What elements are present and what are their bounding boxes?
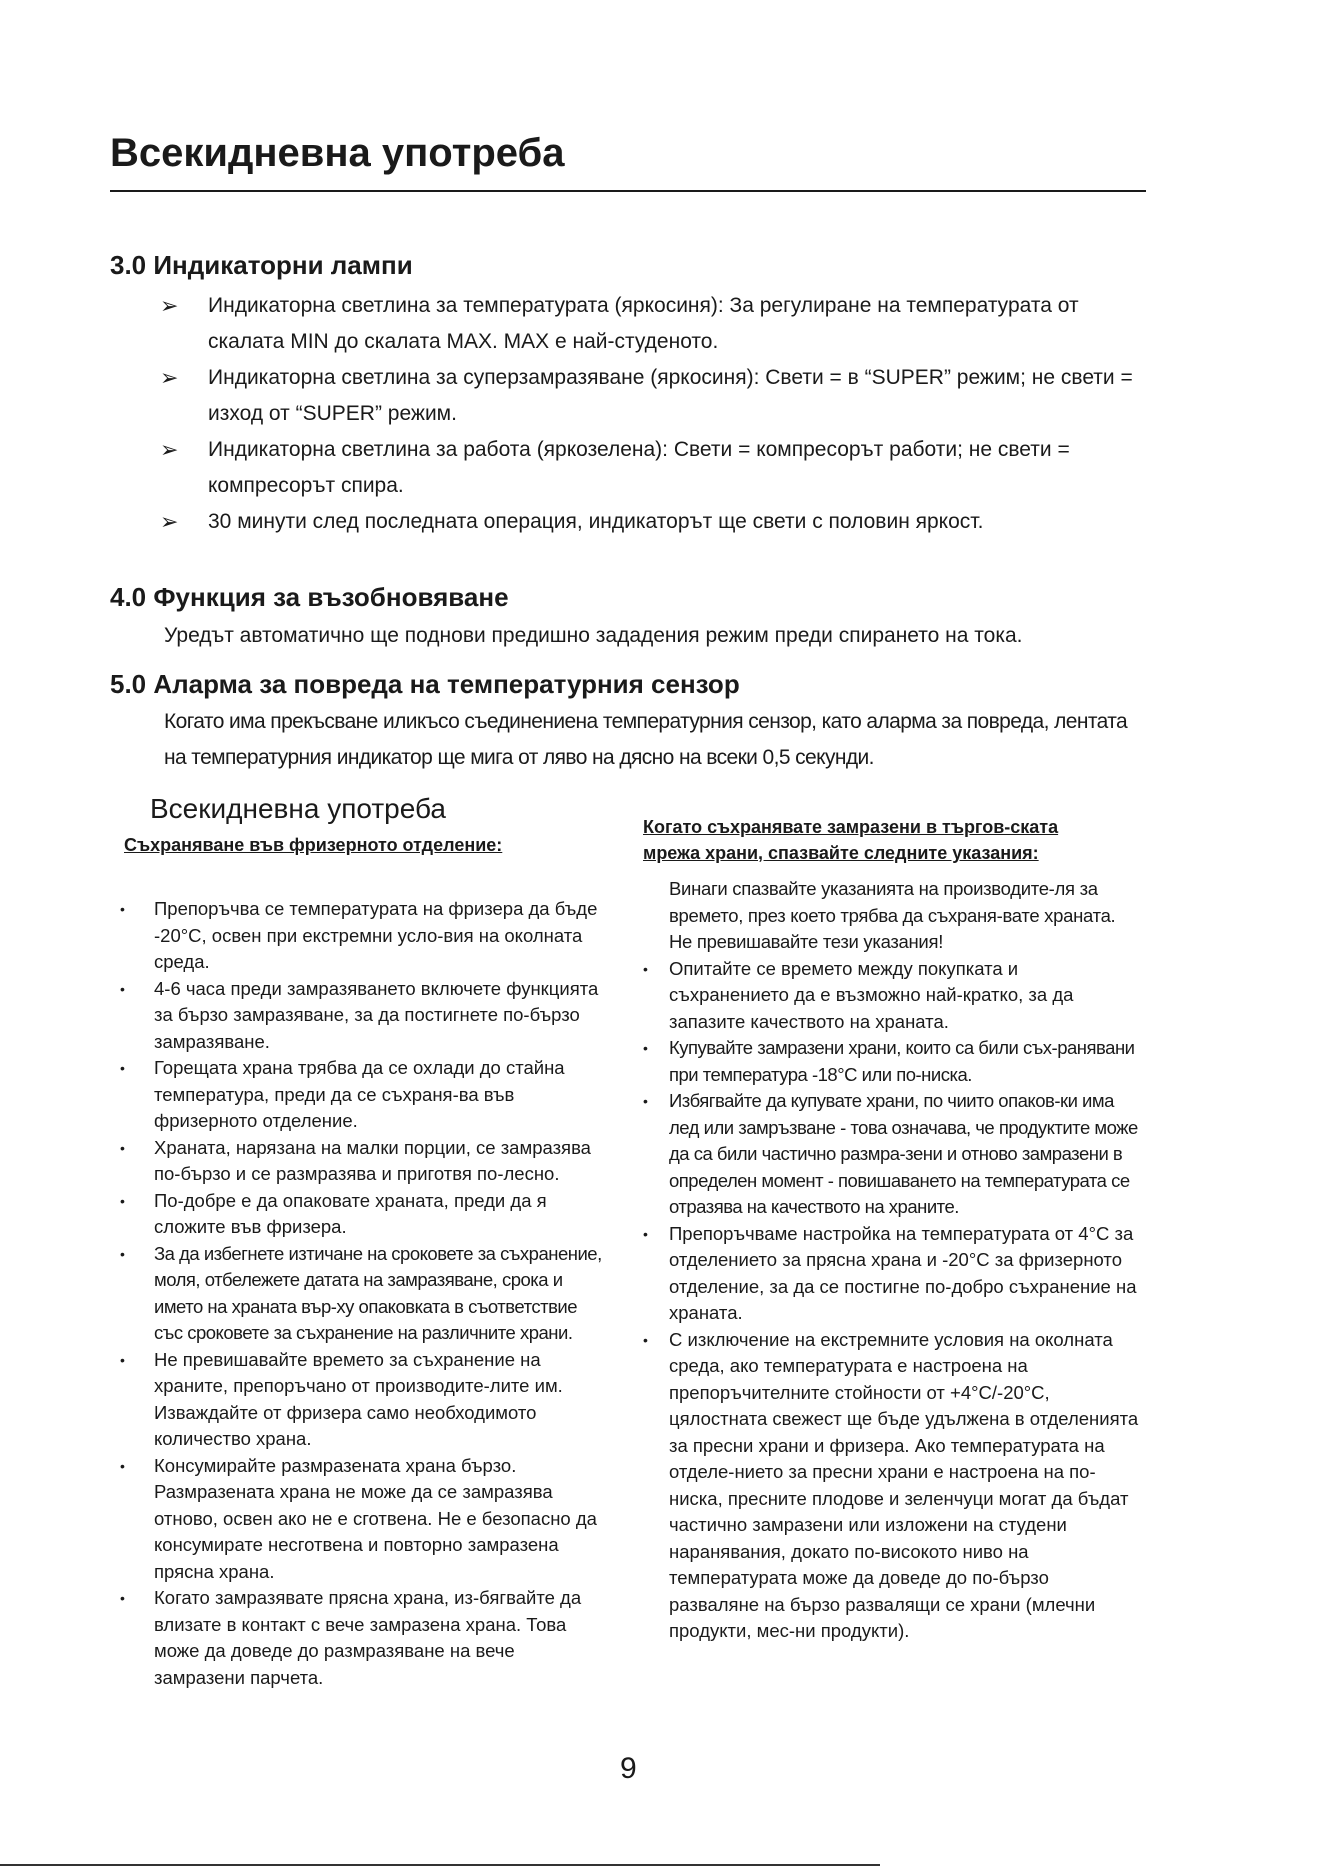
list-item (643, 1327, 1143, 1645)
indicator-item-text: Индикаторна светлина за температурата (яркосиня): За регулиране на температурата от скалата MIN до скалата MAX. MAX е най-студеното. (208, 294, 1079, 353)
section-5-heading: 5.0 Аларма за повреда на температурния сензор (110, 669, 740, 699)
arrow-bullet-icon: ➢ (160, 365, 179, 390)
list-item-text: Препоръчва се температурата на фризера да бъде -20°C, освен при екстремни усло-вия на околната среда. (154, 898, 598, 972)
right-column-intro: Винаги спазвайте указанията на производите-ля за времето, през което трябва да съхраня-вате храната. Не превишавайте тези указания! (669, 878, 1116, 952)
page-title: Всекидневна употреба (110, 131, 565, 175)
list-item-text: С изключение на екстремните условия на околната среда, ако температурата е настроена на препоръчителните стойности от +4°C/-20°C, цялостната свежест ще бъде удължена в отделенията за пресни храни и фризера. Ако температурата на отделе-нието за пресни храни е настроена на по-ниска, пресните плодове и зеленчуци могат да бъдат частично замразени или изложени на студени наранявания, докато по-високото ниво на температурата може да доведе до по-бързо разваляне на бързо развалящи се храни (млечни продукти, мес-ни продукти). (669, 1328, 1139, 1641)
list-item-text: Избягвайте да купувате храни, по чиито опаков-ки има лед или замръзване - това означава, че продуктите може да са били частично размра-зени и отново замразени в определен момент - повишаването на температурата се отразява на качеството на храните. (669, 1090, 1138, 1217)
freezer-storage-subheading: Съхраняване във фризерното отделение: (124, 835, 503, 855)
arrow-bullet-icon: ➢ (160, 293, 179, 318)
bullet-icon: • (120, 1590, 125, 1606)
bullet-icon: • (643, 1093, 648, 1109)
list-item (643, 1035, 1143, 1088)
bullet-icon: • (120, 1060, 125, 1076)
list-item (110, 1135, 610, 1188)
arrow-bullet-icon: ➢ (160, 437, 179, 462)
bullet-icon: • (120, 1245, 125, 1262)
list-item (643, 1221, 1143, 1327)
bullet-icon: • (120, 1192, 125, 1209)
list-item (643, 956, 1143, 1036)
list-item-text: Опитайте се времето между покупката и съхранението да е възможно най-кратко, за да запазите качеството на храната. (669, 957, 1074, 1032)
list-item-text: Храната, нарязана на малки порции, се замразява по-бързо и се размразява и приготвя по-лесно. (154, 1136, 591, 1184)
indicator-item (160, 288, 1150, 360)
arrow-bullet-icon: ➢ (160, 509, 179, 534)
list-item-text: Купувайте замразени храни, които са били съх-ранявани при температура -18°C или по-ниска. (669, 1037, 1135, 1085)
page-number: 9 (620, 1752, 637, 1785)
bullet-icon: • (643, 1331, 648, 1348)
indicator-item (160, 360, 1150, 432)
bullet-icon: • (120, 1351, 125, 1368)
list-item-text: По-добре е да опаковате храната, преди да я сложите във фризера. (154, 1189, 547, 1237)
list-item (110, 1453, 610, 1586)
list-item-text: Консумирайте размразената храна бързо. Размразената храна не може да се замразява отново, освен ако не е сготвена. Не е безопасно да консумирате несготвена и повторно замразена прясна храна. (154, 1454, 597, 1582)
right-column (643, 814, 1143, 1645)
bullet-icon: • (120, 1457, 125, 1474)
list-item (643, 1088, 1143, 1221)
list-item (110, 1241, 610, 1347)
list-item (110, 1585, 610, 1691)
list-item (110, 1188, 610, 1241)
list-item-text: Когато замразявате прясна храна, из-бягвайте да влизате в контакт с вече замразена храна. Това може да доведе до размразяване на вече замразени парчета. (154, 1587, 582, 1688)
retail-tips-list (643, 956, 1143, 1645)
bullet-icon: • (643, 1040, 648, 1056)
indicator-item (160, 432, 1150, 504)
bullet-icon: • (120, 1139, 125, 1156)
freezer-tips-list (110, 896, 610, 1691)
retail-frozen-heading: Когато съхранявате замразени в търгов-ската мрежа храни, спазвайте следните указания: (643, 817, 1059, 863)
section-4-text: Уредът автоматично ще поднови предишно зададения режим преди спирането на тока. (164, 624, 1023, 647)
bullet-icon: • (643, 1225, 648, 1242)
list-item (110, 896, 610, 976)
list-item-text: За да избегнете изтичане на сроковете за съхранение, моля, отбележете датата на замразяване, срока и името на храната вър-ху опаковката в съответствие със сроковете за съхранение на различните храни. (154, 1242, 602, 1343)
bullet-icon: • (643, 960, 648, 977)
bullet-icon: • (120, 980, 125, 997)
list-item (110, 976, 610, 1056)
bottom-divider (0, 1864, 880, 1866)
indicator-item (160, 504, 1150, 540)
bullet-icon: • (120, 901, 125, 917)
indicator-item-text: Индикаторна светлина за работа (яркозелена): Свети = компресорът работи; не свети = компресорът спира. (208, 438, 1070, 497)
left-column-title: Всекидневна употреба (150, 793, 446, 824)
list-item-text: 4-6 часа преди замразяването включете функцията за бързо замразяване, за да постигнете по-бързо замразяване. (154, 977, 599, 1052)
title-divider (110, 190, 1146, 192)
list-item-text: Не превишавайте времето за съхранение на храните, препоръчано от производите-лите им. Изваждайте от фризера само необходимото количество храна. (154, 1348, 563, 1449)
section-5-text: Когато има прекъсване иликъсо съединениена температурния сензор, като аларма за повреда, лентата на температурния индикатор ще мига от ляво на дясно на всеки 0,5 секунди. (164, 710, 1128, 769)
indicator-item-text: 30 минути след последната операция, индикаторът ще свети с половин яркост. (208, 510, 984, 533)
list-item-text: Препоръчваме настройка на температурата от 4°C за отделението за прясна храна и -20°C за фризерното отделение, за да се постигне по-добро съхранение на храната. (669, 1222, 1137, 1323)
list-item (110, 1347, 610, 1453)
list-item-text: Горещата храна трябва да се охлади до стайна температура, преди да се съхраня-ва във фризерното отделение. (154, 1057, 565, 1131)
section-4-heading: 4.0 Функция за възобновяване (110, 582, 509, 612)
section-3-heading: 3.0 Индикаторни лампи (110, 250, 413, 280)
list-item (110, 1055, 610, 1135)
indicator-list (160, 288, 1150, 540)
indicator-item-text: Индикаторна светлина за суперзамразяване (яркосиня): Свети = в “SUPER” режим; не свети = изход от “SUPER” режим. (208, 366, 1133, 425)
left-column (110, 790, 610, 1691)
